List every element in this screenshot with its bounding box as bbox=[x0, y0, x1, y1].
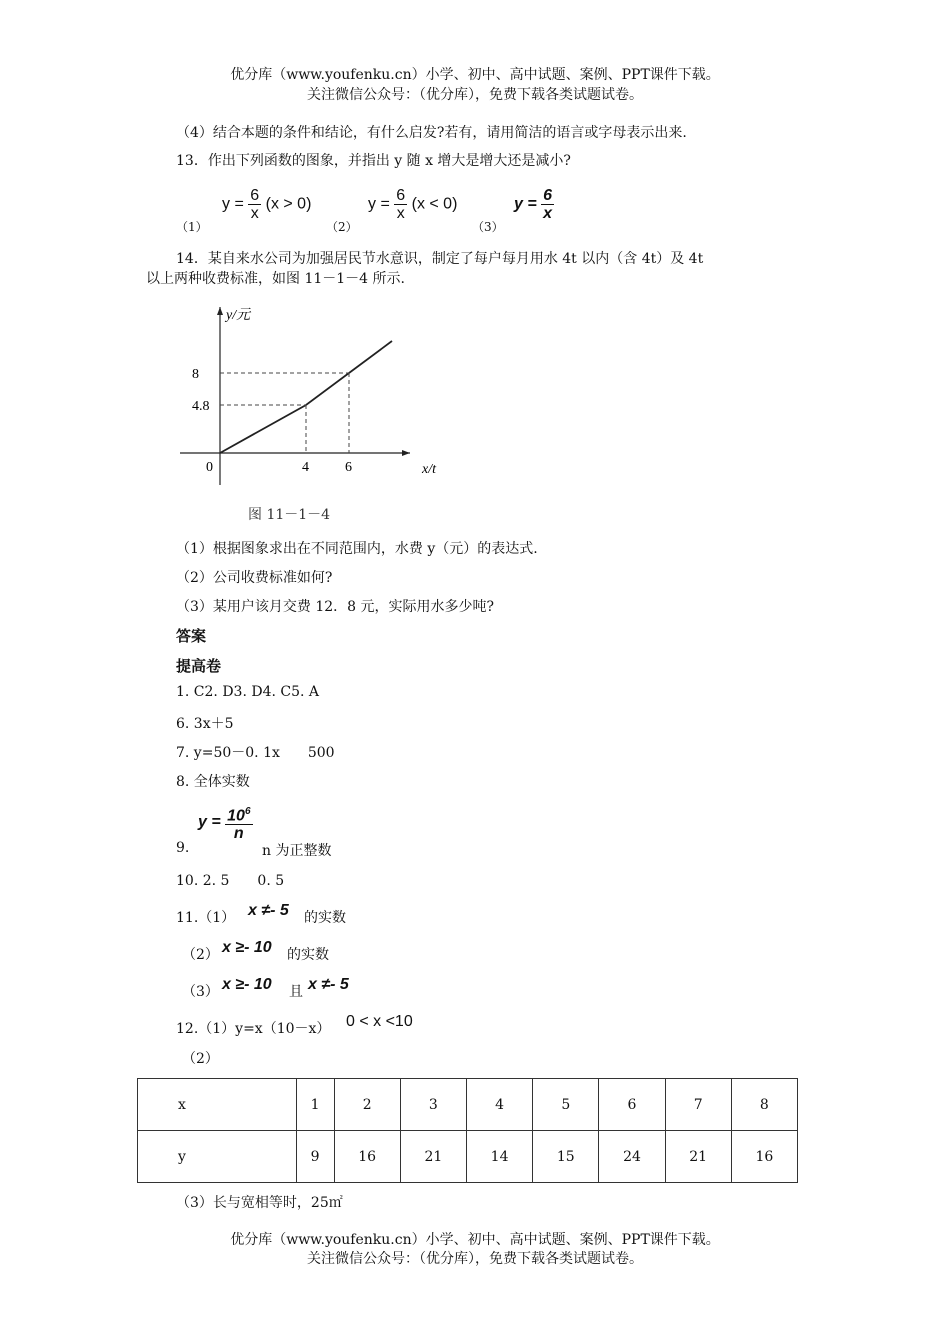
q13-formula-1-cond: (x > 0) bbox=[265, 195, 312, 213]
answer-11-3-math-1: x ≥- 10 bbox=[222, 976, 272, 993]
answer-11-1-tail: 的实数 bbox=[304, 910, 346, 926]
y-tick-label: 8 bbox=[192, 367, 199, 382]
table-cell: 4 bbox=[466, 1079, 532, 1131]
question-14-sub-3: （3）某用户该月交费 12．8 元，实际用水多少吨? bbox=[176, 599, 495, 615]
y-tick-label: 4.8 bbox=[192, 399, 210, 414]
table-cell: 7 bbox=[665, 1079, 731, 1131]
table-cell: 2 bbox=[334, 1079, 400, 1131]
answer-9-num bbox=[225, 803, 252, 825]
answer-9-formula bbox=[198, 803, 253, 842]
question-14-sub-2: （2）公司收费标准如何? bbox=[176, 570, 333, 586]
q13-formula-1 bbox=[222, 187, 311, 222]
table-cell: 16 bbox=[731, 1131, 797, 1183]
table-cell: 9 bbox=[296, 1131, 334, 1183]
table-cell: 6 bbox=[599, 1079, 665, 1131]
q13-formula-2-num: 6 bbox=[396, 187, 406, 204]
table-cell: 8 bbox=[731, 1079, 797, 1131]
x-tick-label: 4 bbox=[302, 460, 309, 475]
answer-9-lhs: y = bbox=[198, 813, 221, 831]
q13-formula-3-num: 6 bbox=[543, 187, 553, 204]
question-13-text: 13．作出下列函数的图象，并指出 y 随 x 增大是增大还是减小? bbox=[176, 153, 571, 169]
answer-9-base: 10 bbox=[227, 807, 245, 825]
q13-formula-2-cond: (x < 0) bbox=[411, 195, 458, 213]
answer-12-1-label: 12.（1）y=x（10－x） bbox=[176, 1021, 331, 1037]
answer-11-1-label: 11.（1） bbox=[176, 910, 236, 926]
answer-11-2-tail: 的实数 bbox=[287, 947, 329, 963]
question-14-sub-1: （1）根据图象求出在不同范围内，水费 y（元）的表达式. bbox=[176, 541, 538, 557]
answer-11-3-and: 且 bbox=[289, 984, 303, 1000]
footer-line-1: 优分库（www.youfenku.cn）小学、初中、高中试题、案例、PPT课件下载。 bbox=[230, 1232, 720, 1248]
q13-formula-3 bbox=[514, 187, 554, 222]
table-cell-x-label: x bbox=[138, 1079, 297, 1131]
answer-9-fraction bbox=[225, 803, 252, 842]
answer-10: 10. 2. 5 0. 5 bbox=[176, 873, 285, 889]
table-cell: 3 bbox=[400, 1079, 466, 1131]
q13-label-3: （3） bbox=[472, 220, 504, 234]
q13-formula-1-den: x bbox=[250, 205, 259, 222]
q13-formula-2-lhs: y = bbox=[368, 195, 390, 213]
answer-12-3: （3）长与宽相等时，25㎡ bbox=[176, 1195, 343, 1211]
answer-6: 6. 3x＋5 bbox=[176, 716, 234, 732]
q13-formula-1-fraction bbox=[248, 187, 261, 222]
chart-caption: 图 11－1－4 bbox=[248, 507, 331, 523]
answer-9-den: n bbox=[233, 825, 244, 843]
q13-formula-2-den: x bbox=[396, 205, 405, 222]
table-cell: 16 bbox=[334, 1131, 400, 1183]
q13-formula-3-den: x bbox=[543, 205, 553, 222]
table-cell: 21 bbox=[665, 1131, 731, 1183]
answer-9-tail: n 为正整数 bbox=[262, 843, 332, 859]
answer-11-3-label: （3） bbox=[182, 984, 219, 1000]
table-cell-y-label: y bbox=[138, 1131, 297, 1183]
question-12-part-4: （4）结合本题的条件和结论，有什么启发?若有，请用简洁的语言或字母表示出来. bbox=[176, 125, 687, 141]
answer-11-1-math: x ≠- 5 bbox=[248, 902, 289, 919]
answer-12-table bbox=[137, 1078, 798, 1183]
answer-11-2-math: x ≥- 10 bbox=[222, 939, 272, 956]
answer-12-2-label: （2） bbox=[182, 1051, 219, 1067]
answer-1-5: 1. C2. D3. D4. C5. A bbox=[176, 684, 320, 700]
q13-formula-2 bbox=[368, 187, 457, 222]
answer-9-exponent: 6 bbox=[244, 806, 251, 817]
x-axis-label: x/t bbox=[422, 462, 436, 477]
x-tick-label: 6 bbox=[345, 460, 352, 475]
answers-heading: 答案 bbox=[176, 627, 207, 645]
y-axis-label: y/元 bbox=[226, 308, 251, 323]
footer-line-2: 关注微信公众号：（优分库），免费下载各类试题试卷。 bbox=[307, 1251, 643, 1267]
answers-subheading: 提高卷 bbox=[176, 657, 222, 675]
table-cell: 5 bbox=[533, 1079, 599, 1131]
answer-12-1-math: 0 < x <10 bbox=[346, 1013, 413, 1030]
q13-formula-1-num: 6 bbox=[250, 187, 260, 204]
q13-formula-3-lhs: y = bbox=[514, 195, 537, 213]
answer-8: 8. 全体实数 bbox=[176, 774, 250, 790]
q13-formula-3-fraction bbox=[541, 187, 554, 222]
table-row-x bbox=[138, 1079, 798, 1131]
header-line-2: 关注微信公众号：（优分库），免费下载各类试题试卷。 bbox=[307, 87, 643, 103]
table-cell: 24 bbox=[599, 1131, 665, 1183]
table-row-y bbox=[138, 1131, 798, 1183]
answer-7: 7. y=50－0. 1x 500 bbox=[176, 745, 335, 761]
question-14-line-2: 以上两种收费标准，如图 11－1－4 所示. bbox=[146, 271, 405, 287]
answer-11-3-math-2: x ≠- 5 bbox=[308, 976, 349, 993]
q13-label-1: （1） bbox=[176, 220, 208, 234]
answer-9-label: 9. bbox=[176, 840, 190, 856]
question-14-line-1: 14．某自来水公司为加强居民节水意识，制定了每户每月用水 4t 以内（含 4t）及 4t bbox=[176, 251, 704, 267]
table-cell: 21 bbox=[400, 1131, 466, 1183]
q13-formula-2-fraction bbox=[394, 187, 407, 222]
header-line-1: 优分库（www.youfenku.cn）小学、初中、高中试题、案例、PPT课件下载。 bbox=[230, 67, 720, 83]
q13-formula-1-lhs: y = bbox=[222, 195, 244, 213]
table-cell: 15 bbox=[533, 1131, 599, 1183]
origin-label: 0 bbox=[206, 460, 213, 475]
table-cell: 1 bbox=[296, 1079, 334, 1131]
answer-11-2-label: （2） bbox=[182, 947, 219, 963]
table-cell: 14 bbox=[466, 1131, 532, 1183]
y-axis-arrow-icon bbox=[217, 307, 223, 315]
water-fee-chart bbox=[170, 295, 450, 527]
q13-label-2: （2） bbox=[326, 220, 358, 234]
x-axis-arrow-icon bbox=[402, 450, 410, 456]
